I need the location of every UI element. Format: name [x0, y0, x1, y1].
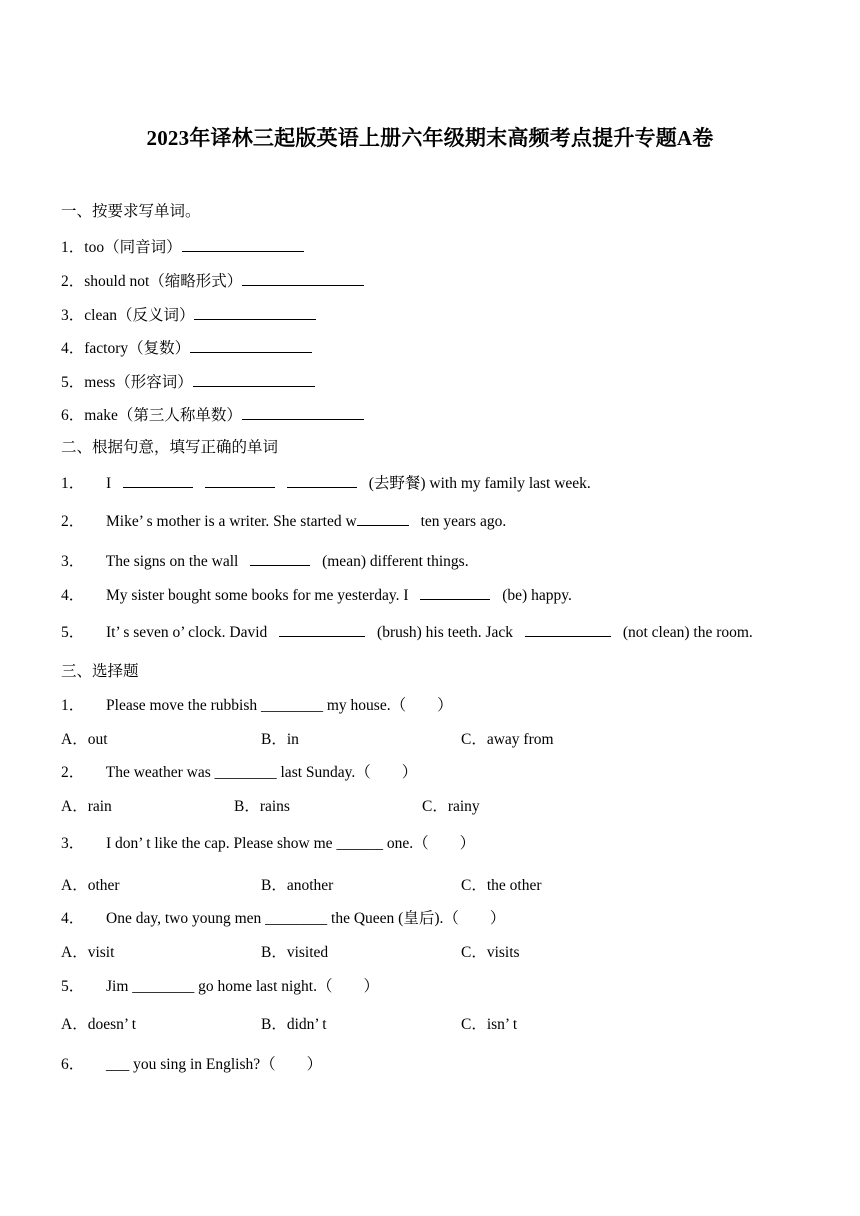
question-number: 3． [61, 835, 85, 852]
question-text: (去野餐) with my family last week. [368, 475, 591, 492]
item-text: factory（复数） [84, 340, 191, 357]
question-stem: Jim ________ go home last night.（ ） [106, 978, 379, 995]
s2-question-5 [61, 621, 753, 643]
item-text: clean（反义词） [84, 307, 195, 324]
item-number: 2． [61, 273, 85, 290]
option-b[interactable]: B．in [261, 731, 299, 748]
option-b[interactable]: B．another [261, 877, 334, 894]
option-a[interactable]: A．out [61, 731, 108, 748]
question-text: My sister bought some books for me yesterday. I [106, 587, 409, 604]
answer-blank[interactable] [357, 510, 409, 526]
question-text: ten years ago. [420, 513, 507, 530]
question-number: 4． [61, 587, 85, 604]
s3-question-2 [61, 763, 417, 783]
answer-blank[interactable] [194, 304, 316, 320]
section-3-heading: 三、选择题 [61, 663, 139, 680]
question-stem: The weather was ________ last Sunday.（ ） [105, 764, 418, 781]
item-text: mess（形容词） [84, 374, 193, 391]
question-text: (mean) different things. [322, 553, 469, 570]
option-c[interactable]: C．rainy [422, 798, 480, 815]
s1-item-2 [61, 270, 364, 292]
option-c[interactable]: C．away from [461, 731, 554, 748]
s3-question-6 [61, 1055, 322, 1075]
question-number: 1． [61, 697, 85, 714]
question-number: 6． [61, 1056, 85, 1073]
question-stem: ___ you sing in English?（ ） [106, 1056, 323, 1073]
s3-question-4 [61, 909, 505, 929]
question-stem: One day, two young men ________ the Queen (皇后).（ ） [106, 910, 506, 927]
option-b[interactable]: B．visited [261, 944, 329, 961]
s1-item-5 [61, 371, 315, 393]
question-text: The signs on the wall [105, 553, 239, 570]
section-1-heading: 一、按要求写单词。 [61, 203, 201, 220]
question-number: 2． [61, 513, 85, 530]
question-stem: Please move the rubbish ________ my house.（ ） [106, 697, 453, 714]
option-a[interactable]: A．other [61, 877, 120, 894]
option-c[interactable]: C．the other [461, 877, 542, 894]
question-number: 5． [61, 624, 85, 641]
question-number: 2． [61, 764, 85, 781]
question-number: 1． [61, 475, 85, 492]
question-number: 5． [61, 978, 85, 995]
s3-question-5 [61, 977, 379, 997]
s3-question-3 [61, 834, 475, 854]
item-text: should not（缩略形式） [84, 273, 243, 290]
answer-blank[interactable] [525, 621, 611, 637]
option-a[interactable]: A．doesn’ t [61, 1016, 137, 1033]
option-c[interactable]: C．isn’ t [461, 1016, 518, 1033]
question-number: 3． [61, 553, 85, 570]
section-2-heading: 二、根据句意，填写正确的单词 [61, 439, 279, 456]
item-number: 6． [61, 407, 85, 424]
option-b[interactable]: B．rains [234, 798, 290, 815]
answer-blank[interactable] [123, 472, 193, 488]
question-number: 4． [61, 910, 85, 927]
item-number: 3． [61, 307, 85, 324]
answer-blank[interactable] [205, 472, 275, 488]
item-number: 1． [61, 239, 85, 256]
s1-item-1 [61, 236, 304, 258]
question-text: (brush) his teeth. Jack [377, 624, 514, 641]
s1-item-6 [61, 404, 364, 426]
answer-blank[interactable] [420, 584, 490, 600]
question-text: It’ s seven o’ clock. David [106, 624, 268, 641]
item-number: 5． [61, 374, 85, 391]
answer-blank[interactable] [182, 236, 304, 252]
answer-blank[interactable] [250, 550, 310, 566]
answer-blank[interactable] [242, 270, 364, 286]
s1-item-4 [61, 337, 312, 359]
s2-question-2 [61, 510, 506, 532]
question-text: (be) happy. [502, 587, 572, 604]
option-a[interactable]: A．visit [61, 944, 115, 961]
question-stem: I don’ t like the cap. Please show me ______ one.（ ） [106, 835, 476, 852]
option-a[interactable]: A．rain [61, 798, 112, 815]
s2-question-4 [61, 584, 572, 606]
question-text: I [106, 475, 112, 492]
option-b[interactable]: B．didn’ t [261, 1016, 327, 1033]
s3-question-1 [61, 696, 453, 716]
question-text: (not clean) the room. [622, 624, 753, 641]
answer-blank[interactable] [279, 621, 365, 637]
question-text: Mike’ s mother is a writer. She started w [106, 513, 357, 530]
answer-blank[interactable] [190, 337, 312, 353]
option-c[interactable]: C．visits [461, 944, 520, 961]
s1-item-3 [61, 304, 316, 326]
item-text: make（第三人称单数） [84, 407, 242, 424]
s2-question-3 [61, 550, 469, 572]
answer-blank[interactable] [242, 404, 364, 420]
answer-blank[interactable] [193, 371, 315, 387]
item-number: 4． [61, 340, 85, 357]
item-text: too（同音词） [84, 239, 182, 256]
page-title: 2023年译林三起版英语上册六年级期末高频考点提升专题A卷 [146, 126, 714, 150]
s2-question-1 [61, 472, 591, 494]
answer-blank[interactable] [287, 472, 357, 488]
